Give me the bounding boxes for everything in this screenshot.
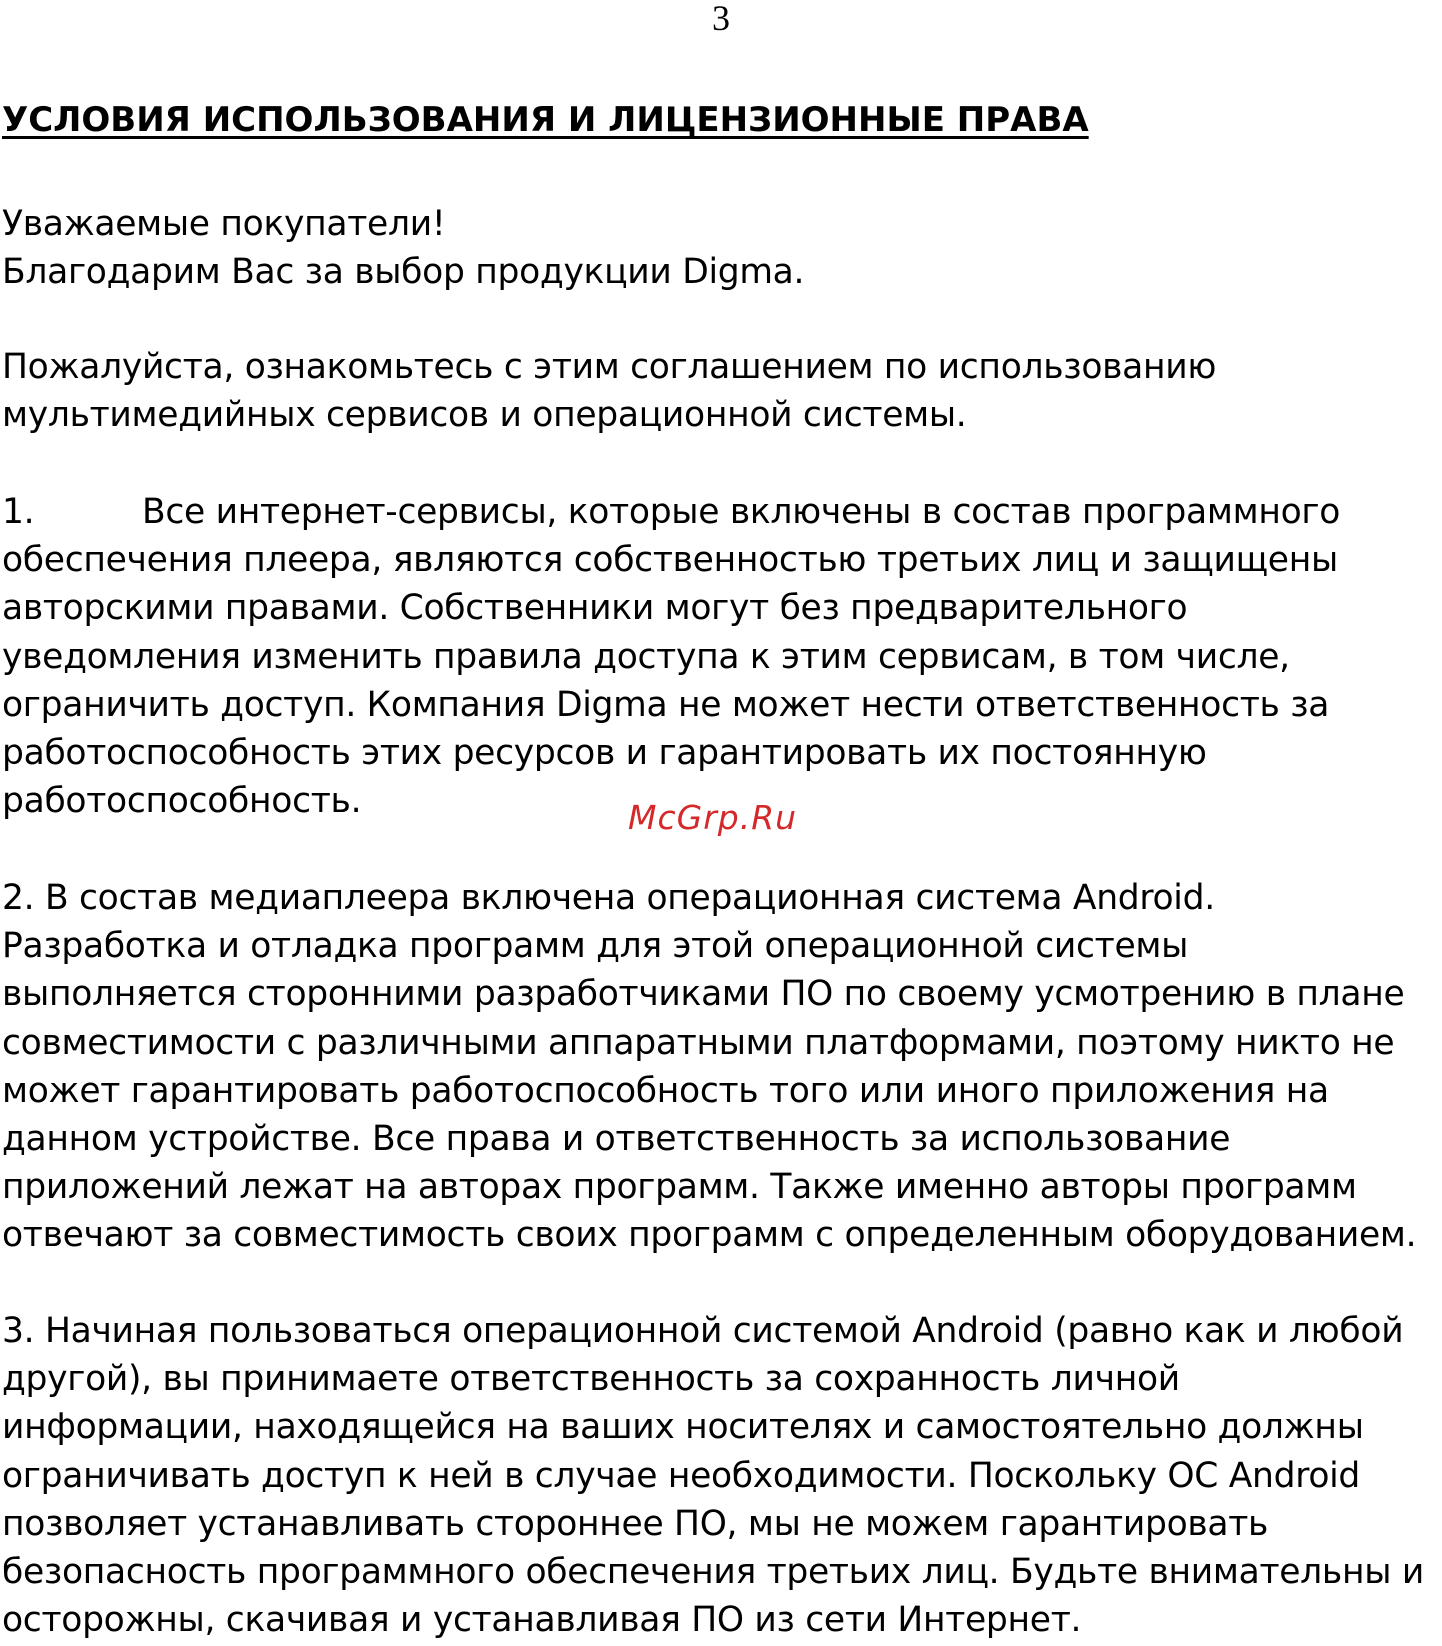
intro-line: мультимедийных сервисов и операционной системы. <box>2 395 967 436</box>
section-2-line: выполняется сторонними разработчиками ПО по своему усмотрению в плане <box>2 974 1405 1015</box>
intro-paragraph <box>2 343 1442 439</box>
section-2-line: отвечают за совместимость своих программ с определенным оборудованием. <box>2 1215 1417 1256</box>
intro-line: Пожалуйста, ознакомьтесь с этим соглашением по использованию <box>2 347 1217 387</box>
section-3-line: информации, находящейся на ваших носителях и самостоятельно должны <box>2 1407 1364 1448</box>
section-1-first-line <box>2 488 1442 536</box>
section-1-line: обеспечения плеера, являются собственностью третьих лиц и защищены <box>2 540 1338 581</box>
section-2-paragraph <box>2 874 1442 1260</box>
greeting-line: Благодарим Вас за выбор продукции Digma. <box>2 252 805 293</box>
watermark: McGrp.Ru <box>628 798 798 837</box>
section-2-line: Разработка и отладка программ для этой операционной системы <box>2 926 1189 967</box>
section-3-line: позволяет устанавливать стороннее ПО, мы не можем гарантировать <box>2 1503 1269 1544</box>
section-3-line: безопасность программного обеспечения третьих лиц. Будьте внимательны и <box>2 1552 1424 1593</box>
section-3-line: другой), вы принимаете ответственность за сохранность личной <box>2 1359 1180 1400</box>
section-1-line: работоспособность этих ресурсов и гарантировать их постоянную <box>2 733 1207 774</box>
page-title: УСЛОВИЯ ИСПОЛЬЗОВАНИЯ И ЛИЦЕНЗИОННЫЕ ПРАВА <box>2 100 1089 140</box>
section-3-line: ограничивать доступ к ней в случае необходимости. Поскольку ОС Android <box>2 1455 1361 1496</box>
greeting-line: Уважаемые покупатели! <box>2 204 446 244</box>
section-1-line: авторскими правами. Собственники могут без предварительного <box>2 588 1188 629</box>
section-3-line: 3. Начиная пользоваться операционной системой Android (равно как и любой <box>2 1311 1404 1351</box>
section-2-line: 2. В состав медиаплеера включена операционная система Android. <box>2 878 1215 918</box>
greeting-paragraph <box>2 200 1442 296</box>
section-1-line: ограничить доступ. Компания Digma не может нести ответственность за <box>2 684 1330 725</box>
section-1-line: работоспособность. <box>2 781 362 822</box>
section-1-number: 1. <box>2 492 35 532</box>
section-2-line: совместимости с различными аппаратными платформами, поэтому никто не <box>2 1022 1395 1063</box>
section-2-line: может гарантировать работоспособность того или иного приложения на <box>2 1070 1329 1111</box>
section-2-line: приложений лежат на авторах программ. Также именно авторы программ <box>2 1167 1357 1208</box>
section-1-line: уведомления изменить правила доступа к этим сервисам, в том числе, <box>2 636 1290 677</box>
section-3-line: осторожны, скачивая и устанавливая ПО из сети Интернет. <box>2 1600 1082 1641</box>
section-1-paragraph <box>2 488 1442 825</box>
section-3-paragraph <box>2 1307 1442 1644</box>
page-number: 3 <box>712 0 730 38</box>
section-1-first-text: Все интернет-сервисы, которые включены в состав программного <box>142 492 1341 532</box>
section-2-line: данном устройстве. Все права и ответственность за использование <box>2 1119 1231 1160</box>
